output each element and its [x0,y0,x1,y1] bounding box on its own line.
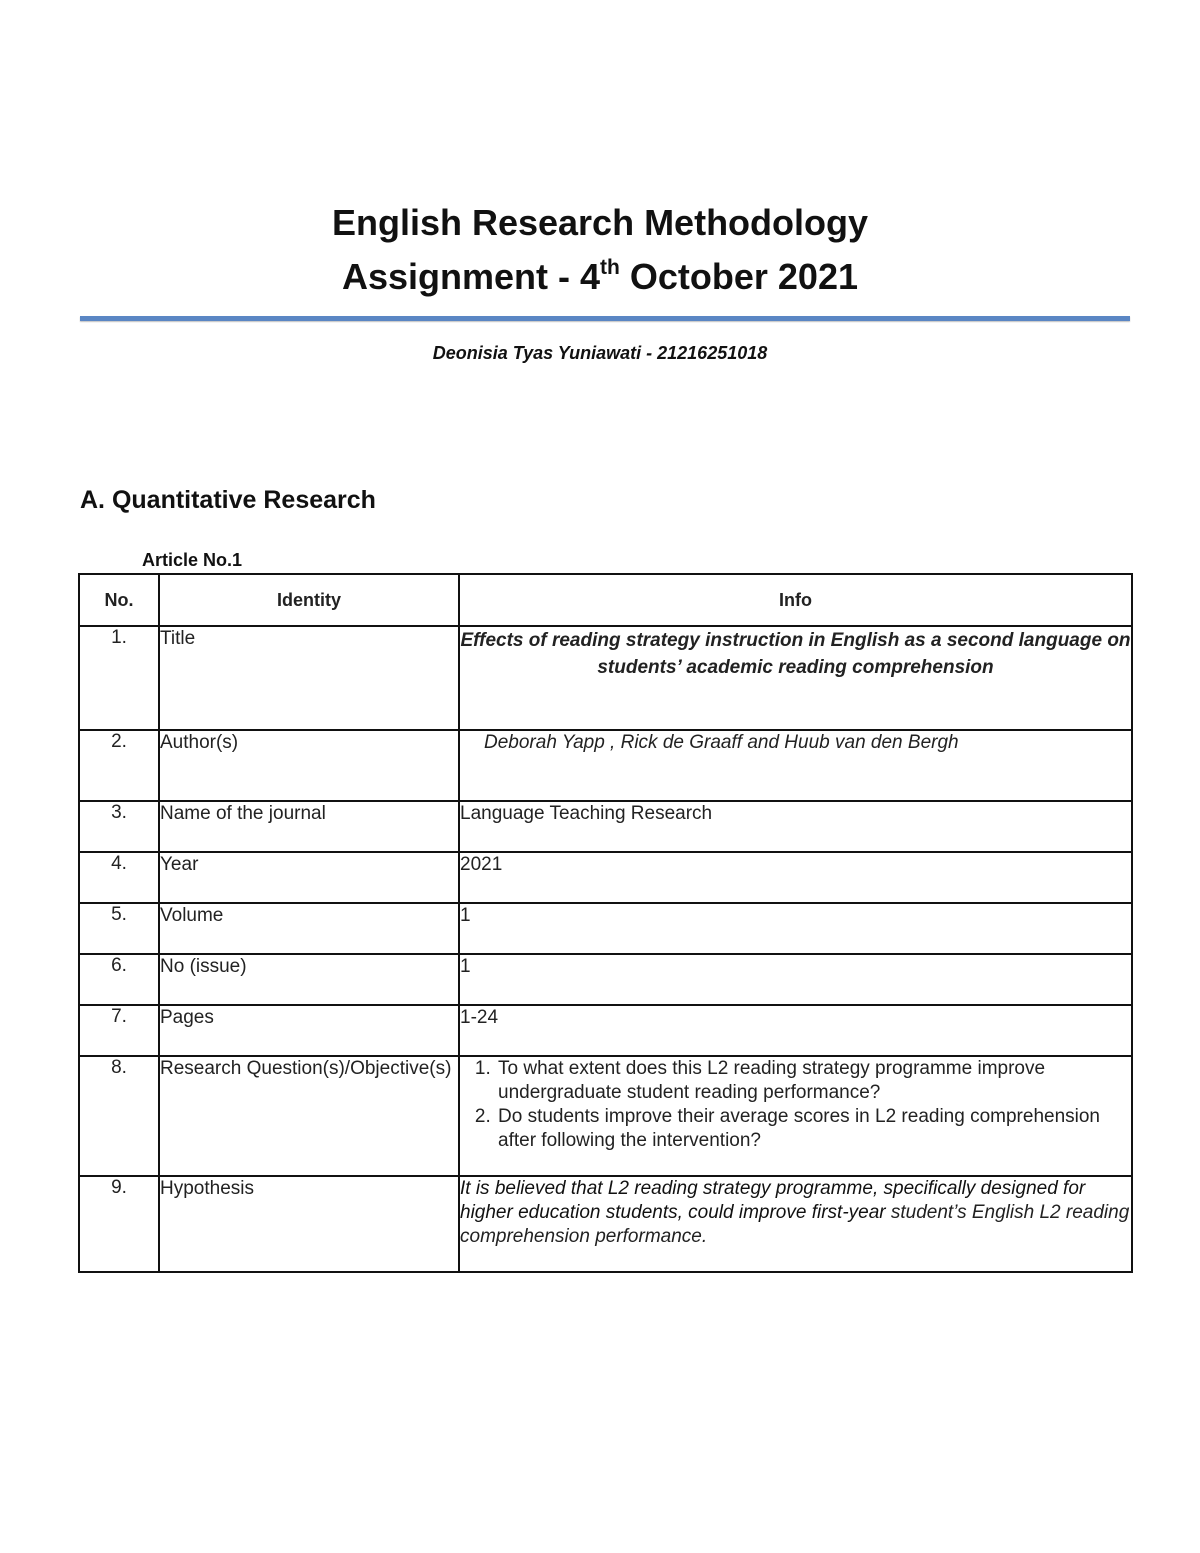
header-identity: Identity [159,574,459,626]
row-info-hypothesis [459,1176,1132,1272]
article-label: Article No.1 [142,550,243,570]
title-line-2-post: October 2021 [619,256,858,297]
row-identity: Author(s) [159,730,459,801]
title-line-1: English Research Methodology [331,202,869,243]
table-row [79,801,1132,852]
title-line-2-pre: Assignment - 4 [342,256,601,297]
row-number: 9. [79,1176,159,1272]
list-item: 2. Do students improve their average scores in L2 reading comprehension after following the intervention? [496,1105,1131,1153]
row-identity: Research Question(s)/Objective(s) [159,1056,459,1176]
table-row [79,1005,1132,1056]
table-row [79,730,1132,801]
row-number: 2. [79,730,159,801]
hypothesis-text-part2: student’s English L2 reading comprehension performance. [460,1202,1130,1247]
title-line-2 [0,250,1200,304]
row-info-volume: 1 [459,903,1132,954]
row-number: 8. [79,1056,159,1176]
row-info-questions [459,1056,1132,1176]
row-number: 6. [79,954,159,1005]
row-info-year: 2021 [459,852,1132,903]
row-identity: No (issue) [159,954,459,1005]
row-number: 3. [79,801,159,852]
row-identity: Name of the journal [159,801,459,852]
hypothesis-text-part1: It is believed that L2 reading strategy programme, specifically designed for higher education students, could improve first-year [460,1178,1086,1223]
section-heading: A. Quantitative Research [80,486,376,514]
table-row [79,954,1132,1005]
row-identity: Title [159,626,459,730]
table-row [79,1176,1132,1272]
table-row [79,903,1132,954]
row-info-title: Effects of reading strategy instruction in English as a second language on students’ academic reading comprehension [459,626,1132,730]
table-header-row [79,574,1132,626]
document-title [0,196,1200,304]
row-number: 1. [79,626,159,730]
title-divider [80,316,1130,321]
row-info-pages: 1-24 [459,1005,1132,1056]
row-identity: Pages [159,1005,459,1056]
header-info: Info [459,574,1132,626]
row-number: 4. [79,852,159,903]
table-row [79,626,1132,730]
row-number: 5. [79,903,159,954]
row-identity: Volume [159,903,459,954]
row-number: 7. [79,1005,159,1056]
row-identity: Year [159,852,459,903]
author-line: Deonisia Tyas Yuniawati - 21216251018 [432,343,768,363]
row-info-authors: Deborah Yapp , Rick de Graaff and Huub van den Bergh [459,730,1132,801]
row-identity: Hypothesis [159,1176,459,1272]
table-row [79,852,1132,903]
row-info-issue: 1 [459,954,1132,1005]
table-row [79,1056,1132,1176]
article-info-table [78,573,1133,1273]
list-item: 1. To what extent does this L2 reading strategy programme improve undergraduate student reading performance? [496,1057,1131,1105]
research-questions-list [460,1057,1131,1153]
row-info-journal: Language Teaching Research [459,801,1132,852]
title-line-2-sup: th [600,256,620,279]
header-no: No. [79,574,159,626]
